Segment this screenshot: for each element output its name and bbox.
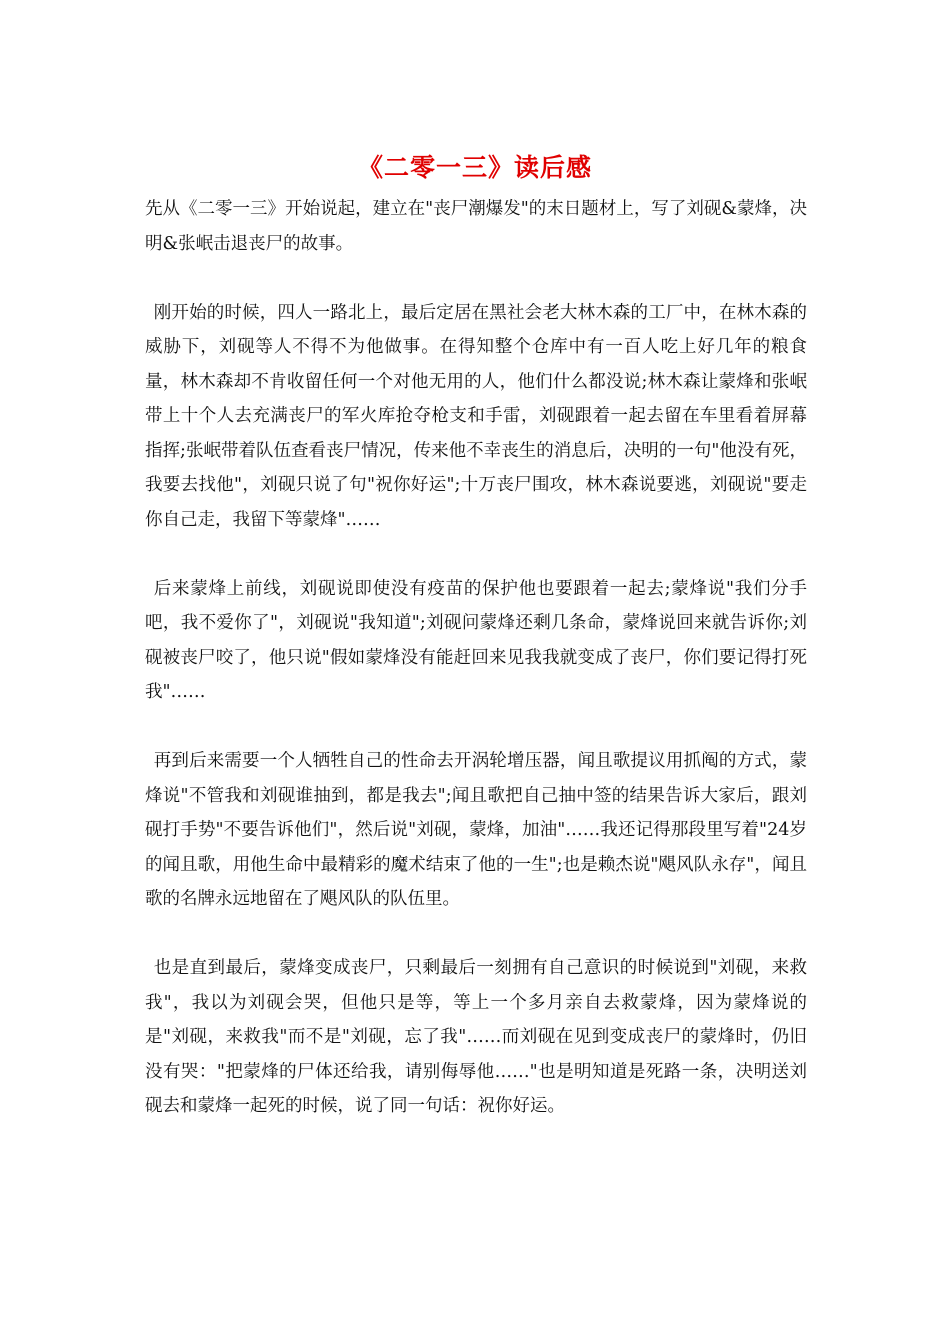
paragraph-2: 刚开始的时候，四人一路北上，最后定居在黑社会老大林木森的工厂中，在林木森的威胁下，刘砚等人不得不为他做事。在得知整个仓库中有一百人吃上好几年的粮食量，林木森却不肯收留任何一个对他无用的人，他们什么都没说;林木森让蒙烽和张岷带上十个人去充满丧尸的军火库抢夺枪支和手雷，刘砚跟着一起去留在车里看着屏幕指挥;张岷带着队伍查看丧尸情况，传来他不幸丧生的消息后，决明的一句"他没有死，我要去找他"，刘砚只说了句"祝你好运";十万丧尸围攻，林木森说要逃，刘砚说"要走你自己走，我留下等蒙烽"…… — [145, 302, 807, 530]
document-title: 《二零一三》读后感 — [357, 153, 592, 182]
paragraph-4: 再到后来需要一个人牺牲自己的性命去开涡轮增压器，闻且歌提议用抓阄的方式，蒙烽说"不管我和刘砚谁抽到，都是我去";闻且歌把自己抽中签的结果告诉大家后，跟刘砚打手势"不要告诉他们"，然后说"刘砚，蒙烽，加油"……我还记得那段里写着"24岁的闻且歌，用他生命中最精彩的魔术结束了他的一生";也是赖杰说"飓风队永存"，闻且歌的名牌永远地留在了飓风队的队伍里。 — [145, 751, 807, 909]
paragraph-5: 也是直到最后，蒙烽变成丧尸，只剩最后一刻拥有自己意识的时候说到"刘砚，来救我"，我以为刘砚会哭，但他只是等，等上一个多月亲自去救蒙烽，因为蒙烽说的是"刘砚，来救我"而不是"刘砚，忘了我"……而刘砚在见到变成丧尸的蒙烽时，仍旧没有哭："把蒙烽的尸体还给我，请别侮辱他……"也是明知道是死路一条，决明送刘砚去和蒙烽一起死的时候，说了同一句话：祝你好运。 — [145, 958, 807, 1116]
paragraph-3: 后来蒙烽上前线，刘砚说即使没有疫苗的保护他也要跟着一起去;蒙烽说"我们分手吧，我不爱你了"，刘砚说"我知道";刘砚问蒙烽还剩几条命，蒙烽说回来就告诉你;刘砚被丧尸咬了，他只说"假如蒙烽没有能赶回来见我我就变成了丧尸，你们要记得打死我"…… — [145, 578, 807, 702]
paragraph-spacer — [145, 710, 807, 745]
paragraph-spacer — [145, 261, 807, 296]
paragraph-spacer — [145, 917, 807, 952]
paragraph-spacer — [145, 537, 807, 572]
document-body — [145, 192, 807, 1124]
paragraph-1: 先从《二零一三》开始说起，建立在"丧尸潮爆发"的末日题材上，写了刘砚&蒙烽，决明&张岷击退丧尸的故事。 — [145, 199, 807, 254]
